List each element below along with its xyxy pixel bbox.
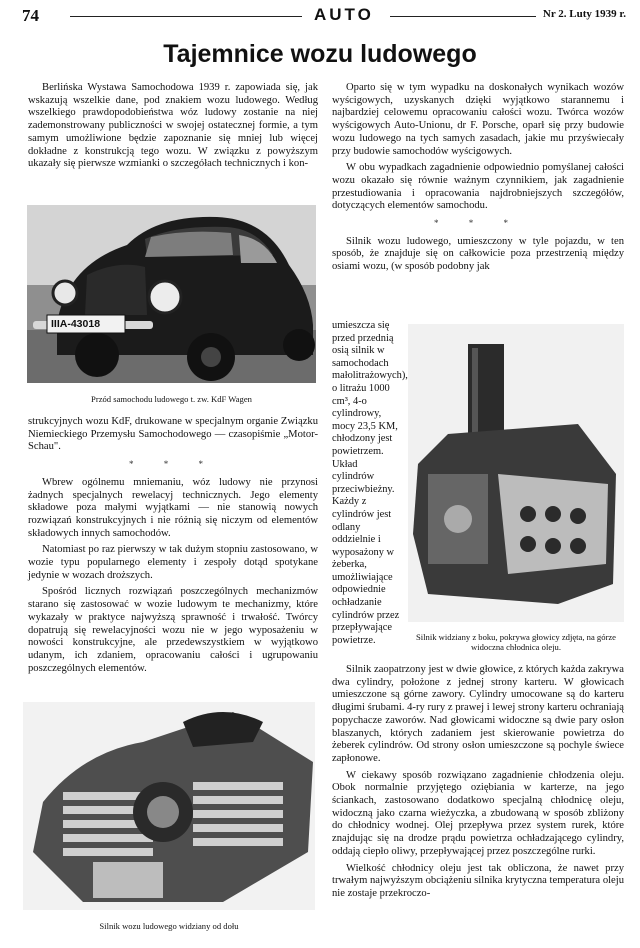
paragraph: Oparto się w tym wypadku na doskonałych wynikach wozów wyścigowych, uzyskanych dzięki wyjątkowo starannemu i najbardziej celowemu opracowaniu całości wozu. Twórca wozów wyścigowych Auto-Unionu, dr F. Porsche, oparł się przy budowie wozu ludowego na tych samych zasadach, jakie mu przyświecały przy budowie samochodów wyścigowych. [332, 82, 624, 157]
paragraph: strukcyjnych wozu KdF, drukowane w specjalnym organie Związku Niemieckiego Przemysłu Samochodowego — czasopiśmie „Motor-Schau". [28, 416, 318, 453]
paragraph: umieszcza się przed przednią osią silnik w samochodach małolitrażowych), o litrażu 1000 cm³, 4-o cylindrowy, mocy 23,5 KM, chłodzony jest powietrzem. Układ cylindrów przeciwbieżny. Każdy z cylindrów jest odlany oddzielnie i wyposażony w żeberka, umożliwiające odpowiednie ochładzanie cylindrów przez przepływające powietrze. [332, 320, 408, 646]
article-title: Tajemnice wozu ludowego [163, 40, 477, 68]
caption-engine-side: Silnik widziany z boku, pokrywa głowicy zdjęta, na górze widoczna chłodnica oleju. [416, 632, 616, 652]
right-narrow-column [332, 320, 408, 651]
left-column-middle [28, 416, 318, 679]
paragraph: Wielkość chłodnicy oleju jest tak obliczona, że nawet przy trwałym najwyższym obciążeniu silnika krytyczna temperatura oleju nie zostaje przekroczo- [332, 862, 624, 899]
issue-info: Nr 2. Luty 1939 r. [542, 8, 626, 20]
magazine-title: AUTO [314, 5, 374, 24]
engine-side-photo [408, 324, 624, 622]
engine-bottom-photo [23, 702, 315, 910]
caption-engine-bottom: Silnik wozu ludowego widziany od dołu [99, 921, 239, 931]
right-column-top [332, 82, 624, 278]
section-separator: * * * [129, 459, 217, 470]
paragraph: Silnik wozu ludowego, umieszczony w tyle pojazdu, w ten sposób, że znajduje się on całkowicie poza przestrzenią między osiami wozu, (w sposób podobny jak [332, 235, 624, 273]
car-photo [27, 205, 316, 383]
license-plate: IIIA-43018 [51, 318, 101, 330]
left-column-top [28, 82, 318, 175]
paragraph: Silnik zaopatrzony jest w dwie głowice, z których każda zakrywa dwa cylindry, położone z jednej strony karteru. W głowicach umieszczone są górne zawory. Cylindry umocowane są do karteru długimi śrubami. 4-ry rury z prawej i lewej strony karteru ochraniają popychacze zaworów. Nad głowicami widoczne są dwie pary osłon blaszanych, których zadaniem jest skierowanie powietrza do żeberek cylindrów. Od strony osłon umieszczone są pochyle świece zapłonowe. [332, 664, 624, 764]
page-header [22, 6, 626, 26]
paragraph: Spośród licznych rozwiązań poszczególnych mechanizmów starano się zastosować w wozie ludowym te mechanizmy, które wykazały w praktyce najwyższą sprawność i trwałość. Twórcy dopatrują się rewelacyjności wozu nie w jego wyposażeniu w nowości konstrukcyjne, ale przedewszystkiem w wyjątkowo udanym, ich zdaniem, opracowaniu całości i ugrupowaniu poszczególnych elementów. [28, 586, 318, 674]
paragraph: W obu wypadkach zagadnienie odpowiednio pomyślanej całości wozu okazało się równie ważnym czynnikiem, jak zagadnienie przestudiowania i opracowania najdrobniejszych szczegółów, dotyczących elementów samochodu. [332, 162, 624, 212]
header-rule [390, 16, 536, 17]
paragraph: W ciekawy sposób rozwiązano zagadnienie chłodzenia oleju. Obok normalnie przyjętego oziębiania w karterze, na jego ściankach, zastosowano dodatkowo specjalną chłodnicę oleju, widoczną jako czarna wieżyczka, a zbudowaną w sposób zbliżony do chłodnicy wodnej. Olej przepływa przez system rurek, które znajdując się na drodze prądu powietrza ochładzającego cylindry, oddają ciepło oliwy, przepływającej przez poszczególne rurki. [332, 769, 624, 857]
header-rule [70, 16, 302, 17]
paragraph: Wbrew ogólnemu mniemaniu, wóz ludowy nie przynosi żadnych specjalnych rewelacyj technicznych. Jego elementy składowe poza małymi wyjątkami — nie stanowią nowych rozwiązań konstrukcyjnych i nie różnią się niczym od elementów składowych innych samochodów. [28, 476, 318, 539]
page-number: 74 [22, 6, 39, 25]
caption-car: Przód samochodu ludowego t. zw. KdF Wagen [91, 394, 252, 404]
section-separator: * * * [434, 218, 522, 229]
paragraph: Natomiast po raz pierwszy w tak dużym stopniu zastosowano, w wozie typu popularnego elementy i zespoły dotąd spotykane jedynie w wozach droższych. [28, 544, 318, 581]
paragraph: Berlińska Wystawa Samochodowa 1939 r. zapowiada się, jak wskazują wszelkie dane, pod znakiem wozu ludowego. Według wszelkiego prawdopodobieństwa wóz ludowy zostanie na niej zademonstrowany publiczności w swojej ostatecznej formie, a tym samym umożliwione będzie zapoznanie się mniej lub więcej dokładne z konstrukcją tego wozu. W związku z powyższym ukazały się pierwsze wzmianki o szczegółach technicznych i kon- [28, 82, 318, 170]
right-column-bottom [332, 664, 624, 905]
